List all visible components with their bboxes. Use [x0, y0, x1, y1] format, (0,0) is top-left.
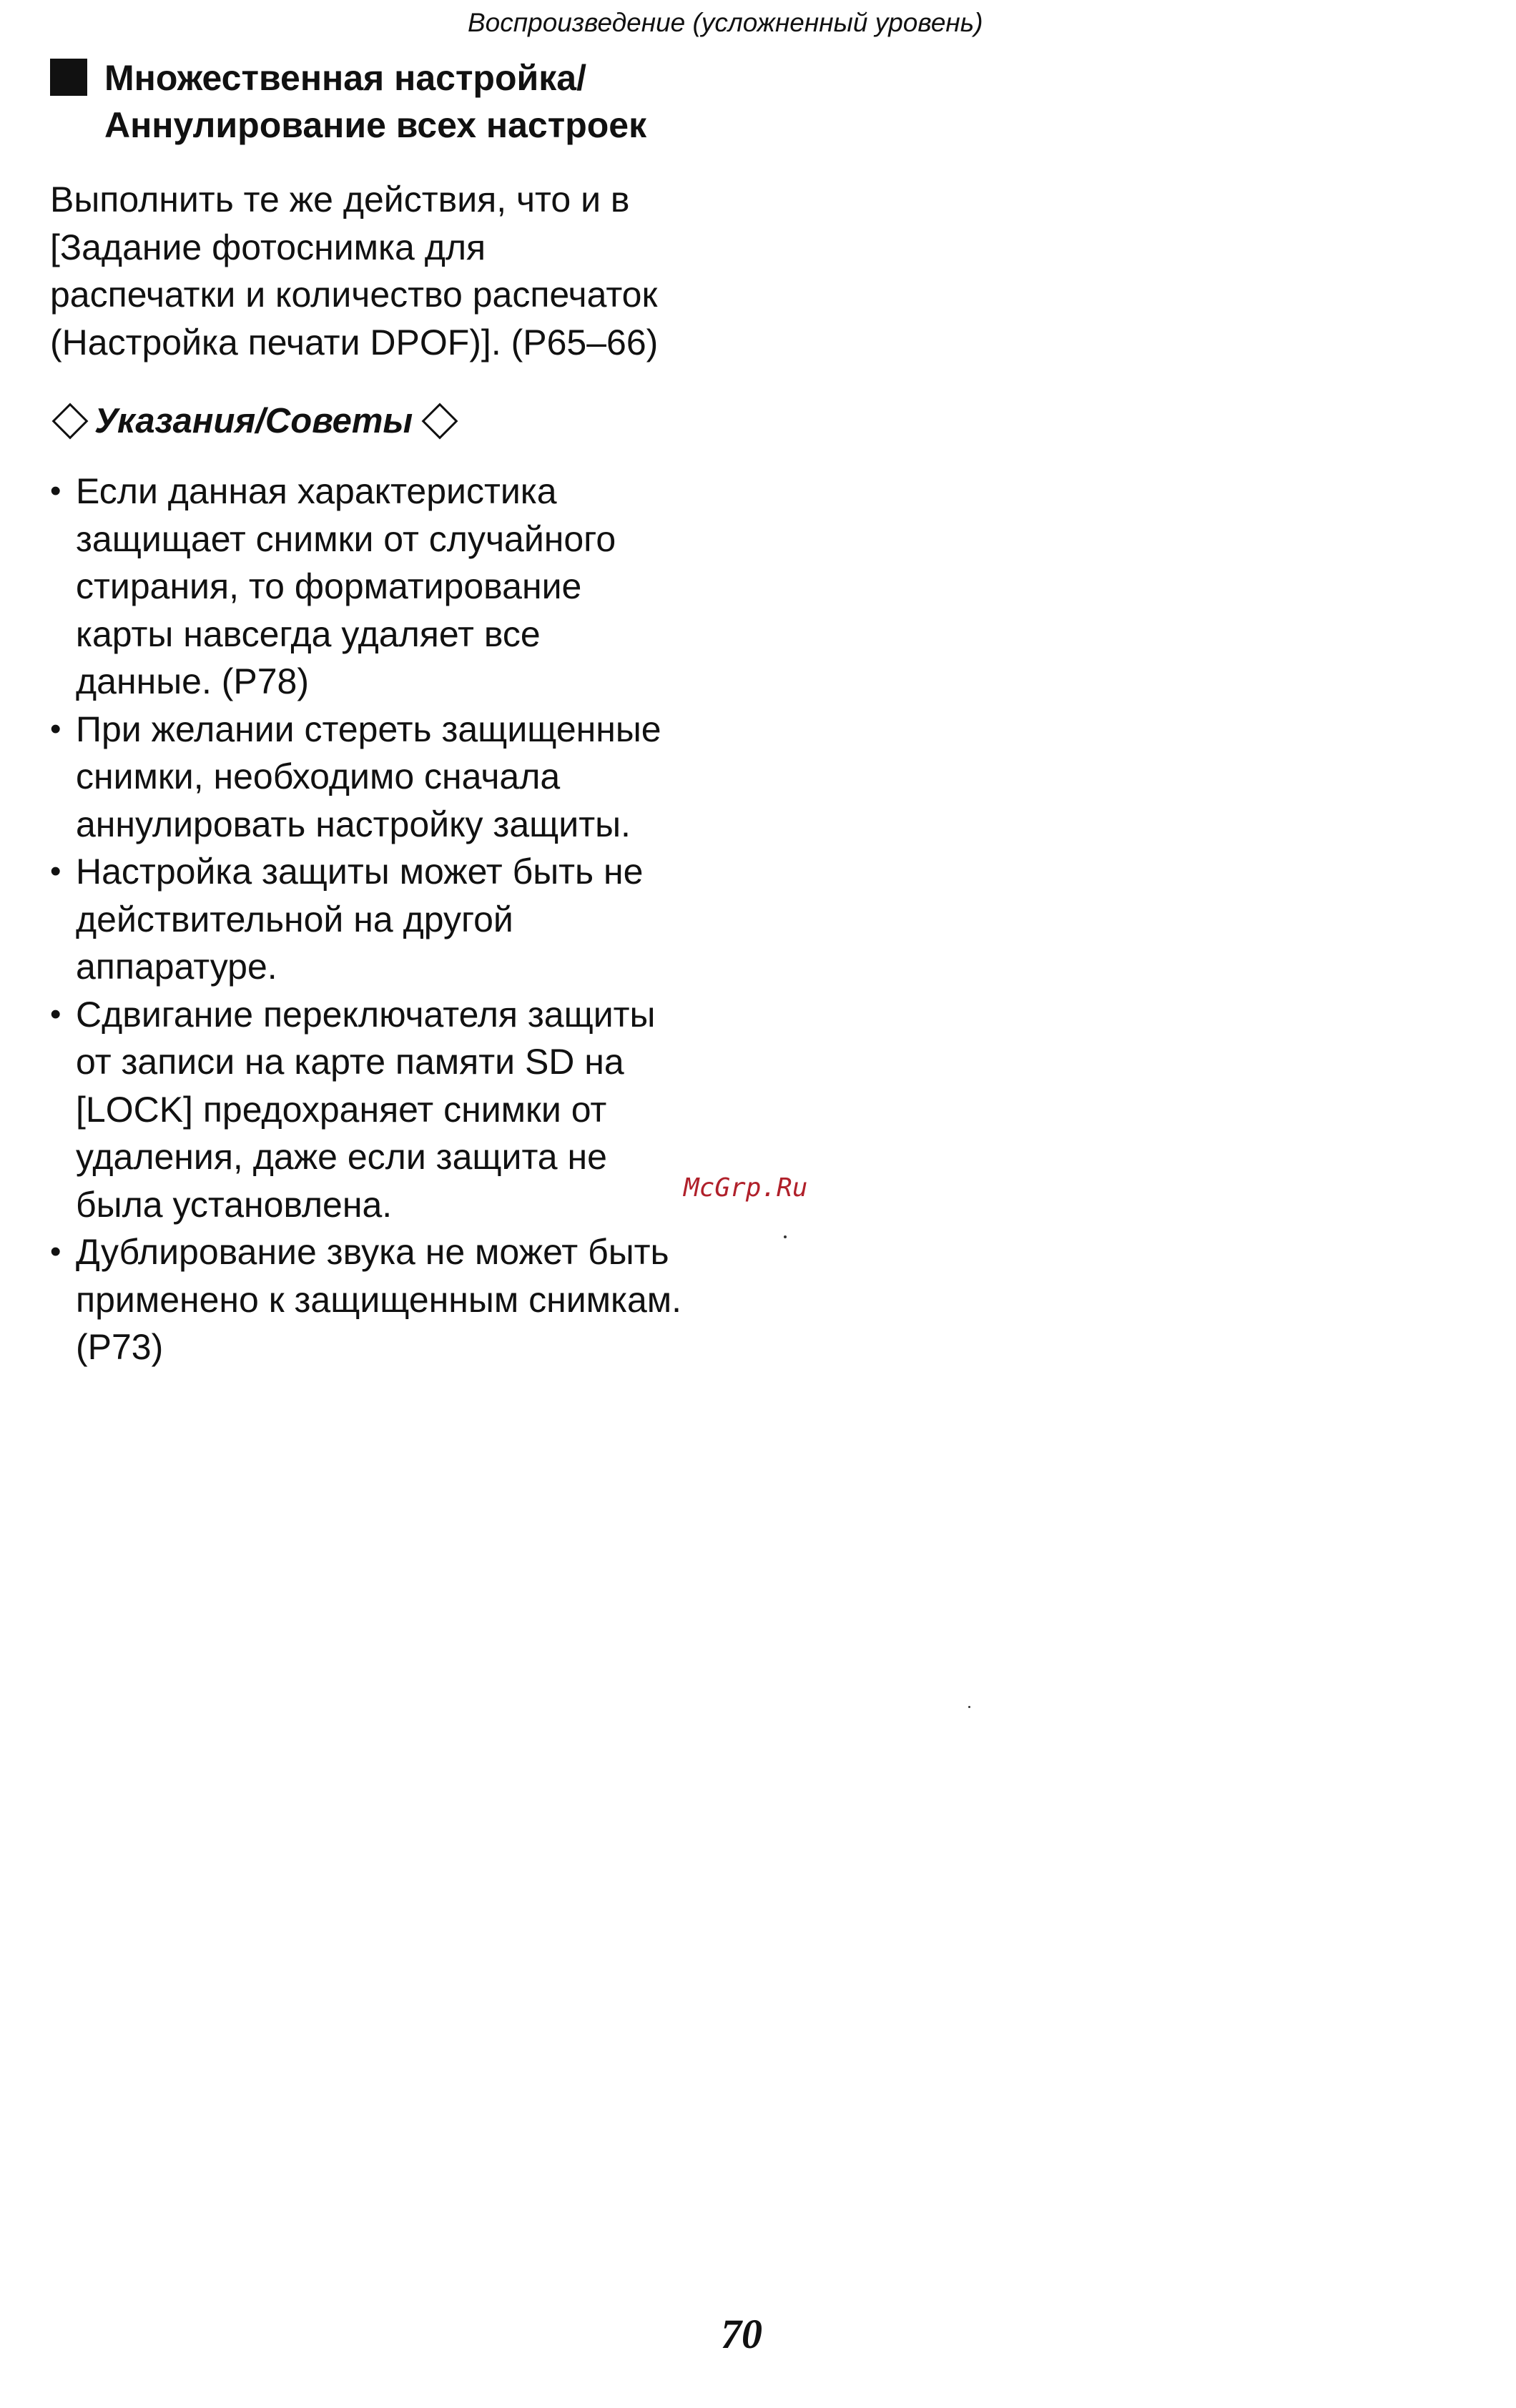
bullet-icon: • — [50, 1234, 61, 1269]
scan-speck — [968, 1706, 970, 1708]
tip-line: Если данная характеристика — [76, 471, 557, 511]
section-title-text — [104, 54, 646, 149]
section-title-line: Аннулирование всех настроек — [104, 105, 647, 145]
section-title-line: Множественная настройка/ — [104, 58, 586, 98]
body-line: Выполнить те же действия, что и в — [50, 179, 630, 219]
bullet-icon: • — [50, 711, 61, 746]
tip-line: применено к защищенным снимкам. — [76, 1279, 682, 1320]
scan-speck — [784, 1235, 787, 1238]
tip-line: Сдвигание переключателя защиты — [76, 994, 656, 1035]
tip-line: действительной на другой — [76, 899, 513, 939]
tips-heading-text: Указания/Советы — [94, 402, 413, 440]
running-head: Воспроизведение (усложненный уровень) — [468, 8, 983, 37]
bullet-icon: • — [50, 473, 61, 508]
tip-line: аппаратуре. — [76, 947, 277, 987]
section-body — [50, 176, 765, 366]
tip-line: удаления, даже если защита не — [76, 1137, 607, 1177]
body-line: распечатки и количество распечаток — [50, 275, 658, 315]
list-item — [50, 848, 765, 991]
list-item — [50, 706, 765, 849]
tip-line: аннулировать настройку защиты. — [76, 804, 631, 844]
tip-line: [LOCK] предохраняет снимки от — [76, 1089, 607, 1130]
square-bullet-icon — [50, 59, 87, 96]
tips-list — [50, 468, 765, 1371]
tip-line: снимки, необходимо сначала — [76, 756, 561, 796]
watermark: McGrp.Ru — [684, 1173, 808, 1203]
tip-line: (P73) — [76, 1327, 164, 1367]
tip-line: Дублирование звука не может быть — [76, 1232, 669, 1272]
tip-line: При желании стереть защищенные — [76, 709, 661, 749]
tip-line: карты навсегда удаляет все — [76, 613, 541, 654]
diamond-left-icon — [52, 403, 89, 440]
bullet-icon: • — [50, 996, 61, 1032]
list-item — [50, 1228, 765, 1371]
page-number: 70 — [721, 2311, 762, 2357]
body-line: (Настройка печати DPOF)]. (P65–66) — [50, 322, 659, 362]
tip-line: стирания, то форматирование — [76, 566, 582, 606]
tip-line: данные. (P78) — [76, 661, 310, 701]
tip-line: от записи на карте памяти SD на — [76, 1042, 624, 1082]
tip-line: Настройка защиты может быть не — [76, 852, 644, 892]
section-title — [50, 54, 765, 149]
list-item — [50, 991, 765, 1229]
bullet-icon: • — [50, 854, 61, 889]
tips-heading — [50, 398, 463, 445]
diamond-right-icon — [422, 403, 458, 440]
list-item — [50, 468, 765, 706]
tip-line: защищает снимки от случайного — [76, 518, 616, 559]
body-line: [Задание фотоснимка для — [50, 227, 486, 267]
tip-line: была установлена. — [76, 1184, 393, 1225]
section-multiple-settings — [50, 54, 765, 366]
